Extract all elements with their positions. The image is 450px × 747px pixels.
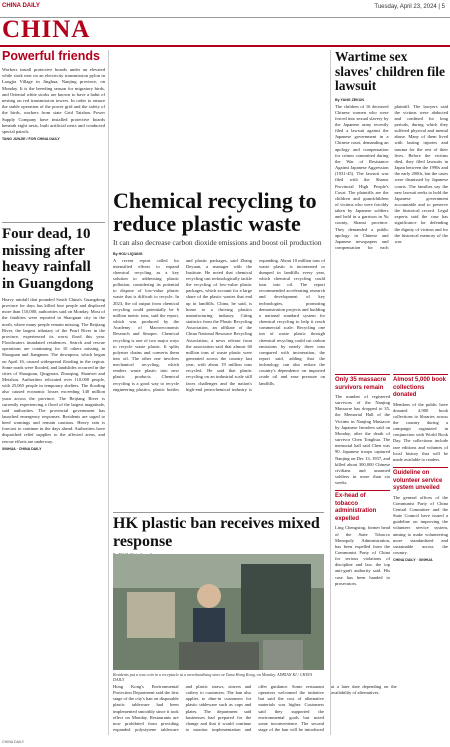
left-divider [2, 222, 105, 223]
center-divider [113, 512, 324, 513]
masthead-logo: CHINA DAILY [2, 3, 40, 9]
column-rule-right [330, 50, 331, 735]
page-footer: CHINA DAILY [2, 740, 25, 744]
briefs-column-b [393, 374, 448, 736]
tobacco-brief [335, 490, 390, 587]
column-rule-left [108, 50, 109, 735]
lawsuit-headline: Wartime sex slaves' children file lawsuit [335, 49, 445, 93]
briefs-column-a [335, 374, 390, 736]
survivors-body: The number of registered survivors of the Nanjing Massacre has dropped to 35, the Memorial Hall of the Victims in Nanjing Massacre by Japanese Invaders said on Monday, after the death of survivor Chen Tonghua. The memorial hall said Chen was 90. Japanese troops captured Nanjing on Dec 13, 1937, and killed about 300,000 Chinese civilians and unarmed soldiers in more than six weeks. [335, 394, 390, 486]
hk-story-body-wrap [113, 684, 397, 736]
brief-kicker: Powerful friends [2, 49, 100, 63]
brief-block [2, 50, 105, 220]
flood-byline: XINHUA · CHINA DAILY [2, 446, 42, 451]
tobacco-title: Ex-head of tobacco administration expelled [335, 493, 377, 522]
plastic-body: A recent report called for intensified efforts to expand chemical recycling as a key solution to addressing plastic pollution, considering its potential to dispose of low-value plastic waste that is difficult to recycle. In 2023, the oil output from chemical recycling could potentially be 6 million metric tons, said the report, which was produced by the Academy of Macroeconomic Research and Sinopec. Chemical recycling is one of two major ways to recycle waste plastic. It splits polymer chains and converts them into oil. The other one involves mechanical recycling, which renders waste plastic into new plastic products. Chemical recycling is a good way to recycle engineering plastics, plastic bottles and plastic packages, said Zhang Deyuan, a manager with the Institute. He noted that chemical recycling can technologically tackle the recycling of low-value plastic packages, which account for a large share of the plastic wastes that end up in landfills. China, he said, is home to a thriving plastics manufacturing industry. Citing statistics from the Plastic Recycling Association, an affiliate of the China National Resource Recycling Association, a news release from the association said that almost 60 million tons of waste plastic were generated across the country last year, with about 19 million tons recycled. He said that plastic recycling on an industrial scale still faces challenges and the nation's high-end petrochemical industry is expanding. About 10 million tons of waste plastic is incinerated or dumped in landfills every year, which chemical recycling could turn into oil. The report recommended accelerating research and development of key technologies, promoting demonstration projects and building a national standard system for chemical recycling to help it reach commercial scale. Recycling one ton of waste plastic through chemical recycling could cut carbon emissions by nearly three tons compared with incineration, the report said, adding that the technology can also reduce the country's dependence on imported crude oil and ease pressure on landfills. [113, 257, 325, 392]
lawsuit-story [335, 50, 448, 370]
books-title: Almost 5,000 book collections donated [393, 377, 447, 398]
brief-text: Workers install protective boards under an elevated while stork nest on an electricity transmission pylon in Longjia Village in Jinghua, Nanjing province, on Monday. It is the breeding season for migratory birds, and Oriental white storks are known to have a habit of nesting on red transmission towers. In order to ensure the stable operation of the power grid and the safety of the birds, workers from state Grid Taizhou Power Supply Company have installed protective boards beneath eight nests, built artificial nests and conducted special patrols. [2, 67, 105, 135]
books-brief [393, 374, 448, 463]
plastic-byline: By HOU LIQIANG [113, 251, 143, 256]
plastic-subhead: It can also decrease carbon dioxide emissions and boost oil production [113, 238, 322, 247]
hk-photo-caption: Residents put a wax coin in a receptacle at a merchandising store at Tamu Hong Kong, on Monday. ADRIAN KI / CHINA DAILY [113, 672, 313, 682]
flood-headline: Four dead, 10 missing after heavy rainfall in Guangdong [2, 226, 94, 292]
survivors-title: Only 35 massacre survivors remain [335, 377, 387, 391]
hk-body: Hong Kong's Environmental Protection Department said the first stage of the city's ban on disposable plastic tableware had been implemented smoothly since it took effect on Monday. Restaurants are now prohibited from providing expanded polystyrene tableware and plastic straws, stirrers and cutlery to customers. The ban also applies to dine-in customers for plastic tableware such as cups and plates. The department said businesses had prepared for the change and that it would continue to monitor implementation and offer guidance. Some restaurant operators welcomed the initiative but said the cost of alternative materials was higher. Customers said they supported the environmental goals but noted some inconvenience. The second stage of the ban will be introduced at a later date depending on the availability of alternatives. [113, 684, 397, 733]
volunteer-brief [393, 467, 448, 556]
volunteer-title: Guideline on volunteer service system unveiled [393, 470, 443, 492]
volunteer-body: The general offices of the Communist Party of China Central Committee and the State Council have issued a guideline on improving the volunteer service system, aiming to make volunteering more standardized and sustainable across the country. [393, 494, 448, 555]
hk-photo [113, 554, 324, 670]
plastic-story [113, 190, 325, 510]
flood-body: Heavy rainfall that pounded South China's Guangdong province for days has killed four people and displaced more than 110,000, authorities said on Monday. Most of the fatalities were reported in Shaoguan city in the north, where many people remain missing. The Beijiang River, the largest tributary of the Pearl River in the province, experienced its worst flood this year. Floodwaters inundated residences. Search and rescue operations are continuing for 10 others missing in Shaoguan and Jiangmen. The downpour, which began on April 16, caused widespread flooding in the region. Some roads were flooded, and landslides occurred in the cities of Shaoguan, Qingyuan, Zhaoqing, Shanwei and Meizhou. Authorities relocated over 110,000 people, with 25,065 people in temporary shelters. The flooding also caused economic losses exceeding 140 million yuan across the province. The Beijiang River is currently experiencing a flood of the largest magnitude, said authorities. The provincial government has launched emergency responses. Residents are urged to heed warnings and remain cautious. Heavy rain is forecast to continue in the days ahead. Authorities have dispatched relief supplies to the affected areas, and rescue efforts are underway. [2, 297, 105, 444]
books-body: Members of the public have donated 4,900 book collections to libraries across the country during a campaign organized in conjunction with World Book Day. The collections include rare editions and volumes of local history that will be made available to readers. [393, 401, 448, 462]
section-title: CHINA [2, 16, 91, 43]
brief-byline: TANG JUNJIE / FOR CHINA DAILY [2, 137, 60, 142]
hk-story-head [113, 515, 324, 553]
flood-story [2, 226, 105, 736]
survivors-brief [335, 374, 390, 486]
hk-headline: HK plastic ban receives mixed response [113, 515, 320, 550]
section-rule [0, 45, 450, 47]
tobacco-body: Ling Chengxing, former head of the State Tobacco Monopoly Administration, has been expelled from the Communist Party of China for serious violations of discipline and law, the top anti-graft authority said. His case has been handed to prosecutors. [335, 525, 390, 586]
issue-date: Tuesday, April 23, 2024 | 5 [374, 4, 445, 10]
briefs-byline: CHINA DAILY · XINHUA [393, 558, 433, 563]
plastic-headline: Chemical recycling to reduce plastic waste [113, 188, 317, 236]
lawsuit-byline: By YANG ZEKUN [335, 97, 364, 102]
lawsuit-body: The children of 16 deceased Chinese women who were forced into sexual slavery by the Japanese army recently filed a lawsuit against the Japanese government in a Chinese court, demanding an apology and compensation for crimes committed during the War of Resistance Against Japanese Aggression (1931-45). The lawsuit was filed with the Shanxi Provincial High People's Court. The plaintiffs are the children and grandchildren of victims who were forcibly taken by Japanese soldiers and held in a garrison in Yu county, Shanxi province. They demanded a public apology in Chinese and Japanese newspapers and compensation for each plaintiff. The lawyers said the victims were abducted and confined for long periods, during which they suffered physical and mental abuse. Many of them lived with lasting injuries and trauma for the rest of their lives. Before the victims died, they filed lawsuits in Japan between the 1990s and the early 2000s, but the cases were dismissed by Japanese courts. The families say the new lawsuit seeks to hold the Japanese government accountable and to preserve the historical record. Legal experts said the case has significance for defending the dignity of victims and for the historical memory of the war. [335, 103, 448, 251]
